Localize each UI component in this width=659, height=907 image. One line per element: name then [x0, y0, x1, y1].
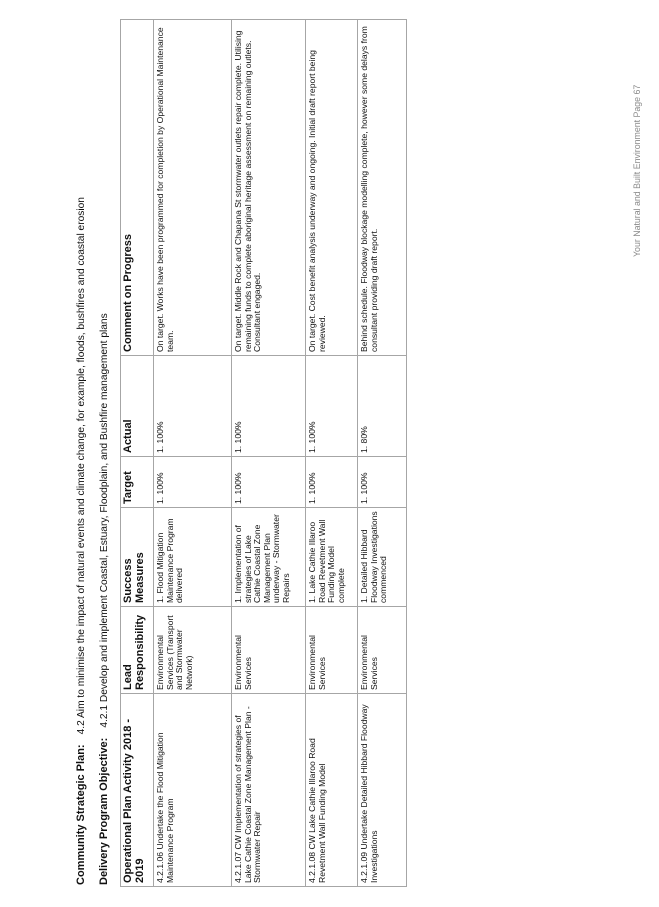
- community-text: 4.2 Aim to minimise the impact of natural events and climate change, for example, floods, bushfires and coastal erosion: [76, 197, 87, 735]
- cell-actual: 1. 100%: [232, 356, 306, 457]
- cell-measure: 1. Detailed Hibbard Floodway Investigations commenced: [358, 508, 407, 607]
- cell-measure: 1. Flood Mitigation Maintenance Program delivered: [154, 508, 232, 607]
- cell-target: 1. 100%: [358, 457, 407, 508]
- cell-activity: 4.2.1.08 CW Lake Cathie Illaroo Road Revetment Wall Funding Model: [306, 694, 358, 887]
- cell-actual: 1. 100%: [306, 356, 358, 457]
- table-row: [154, 20, 232, 887]
- table-row: [306, 20, 358, 887]
- cell-target: 1. 100%: [154, 457, 232, 508]
- cell-comment: On target. Middle Rock and Chapana St stormwater outlets repair complete. Utilising remaining funds to complete aboriginal heritage assessment on remaining outlets. Consultant engaged.: [232, 20, 306, 356]
- cell-activity: 4.2.1.09 Undertake Detailed Hibbard Floodway Investigations: [358, 694, 407, 887]
- col-header-lead: Lead Responsibility: [121, 607, 154, 694]
- cell-comment: On target. Cost benefit analysis underway and ongoing. Initial draft report being reviewed.: [306, 20, 358, 356]
- cell-lead: Environmental Services: [306, 607, 358, 694]
- delivery-program-objective: [98, 313, 110, 885]
- community-strategic-plan: [75, 197, 87, 885]
- table-header-row: [121, 20, 154, 887]
- cell-lead: Environmental Services: [358, 607, 407, 694]
- cell-lead: Environmental Services (Transport and Stormwater Network): [154, 607, 232, 694]
- col-header-measures: Success Measures: [121, 508, 154, 607]
- cell-target: 1. 100%: [232, 457, 306, 508]
- community-label: Community Strategic Plan:: [75, 744, 87, 885]
- cell-activity: 4.2.1.06 Undertake the Flood Mitigation Maintenance Program: [154, 694, 232, 887]
- cell-comment: On target. Works have been programmed for completion by Operational Maintenance team.: [154, 20, 232, 356]
- cell-lead: Environmental Services: [232, 607, 306, 694]
- cell-activity: 4.2.1.07 CW Implementation of strategies of Lake Cathie Coastal Zone Management Plan - Stormwater Repair: [232, 694, 306, 887]
- operational-plan-table: [120, 19, 407, 887]
- cell-actual: 1. 100%: [154, 356, 232, 457]
- col-header-actual: Actual: [121, 356, 154, 457]
- cell-target: 1. 100%: [306, 457, 358, 508]
- cell-actual: 1. 80%: [358, 356, 407, 457]
- table-row: [232, 20, 306, 887]
- page-footer: Your Natural and Built Environment Page 67: [632, 84, 642, 257]
- cell-comment: Behind schedule. Floodway blockage modelling complete, however some delays from consultant providing draft report.: [358, 20, 407, 356]
- cell-measure: 1. Implementation of strategies of Lake Cathie Coastal Zone Management Plan underway - Stormwater Repairs: [232, 508, 306, 607]
- delivery-text: 4.2.1 Develop and implement Coastal, Estuary, Floodplain, and Bushfire management plans: [99, 313, 110, 728]
- col-header-target: Target: [121, 457, 154, 508]
- col-header-activity: Operational Plan Activity 2018 - 2019: [121, 694, 154, 887]
- col-header-comment: Comment on Progress: [121, 20, 154, 356]
- delivery-label: Delivery Program Objective:: [98, 737, 110, 885]
- cell-measure: 1. Lake Cathie Illaroo Road Revetment Wall Funding Model complete: [306, 508, 358, 607]
- table-row: [358, 20, 407, 887]
